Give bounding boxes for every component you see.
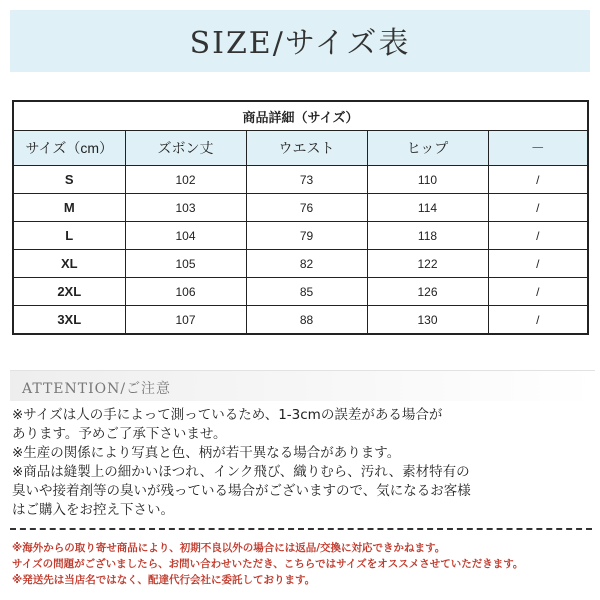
hip-cell: 126 (367, 278, 488, 306)
header-length: ズボン丈 (125, 131, 246, 166)
size-cell: S (13, 166, 125, 194)
note-line: ※発送先は当店名ではなく、配達代行会社に委託しております。 (12, 574, 316, 586)
hip-cell: 118 (367, 222, 488, 250)
size-cell: L (13, 222, 125, 250)
table-row (13, 222, 588, 250)
extra-cell: / (488, 278, 588, 306)
size-cell: 3XL (13, 306, 125, 335)
table-row (13, 306, 588, 335)
length-cell: 103 (125, 194, 246, 222)
extra-cell: / (488, 166, 588, 194)
length-cell: 105 (125, 250, 246, 278)
extra-cell: / (488, 306, 588, 335)
attention-line: ※商品は縫製上の細かいほつれ、インク飛び、織りむら、汚れ、素材特有の (12, 464, 470, 480)
table-row (13, 278, 588, 306)
size-cell: M (13, 194, 125, 222)
table-row (13, 166, 588, 194)
header-waist: ウエスト (246, 131, 367, 166)
header-extra: － (488, 131, 588, 166)
hip-cell: 130 (367, 306, 488, 335)
size-table (12, 100, 589, 335)
waist-cell: 76 (246, 194, 367, 222)
attention-line: ※生産の関係により写真と色、柄が若干異なる場合があります。 (12, 445, 401, 461)
waist-cell: 85 (246, 278, 367, 306)
note-line: ※海外からの取り寄せ商品により、初期不良以外の場合には返品/交換に対応できかねます。 (12, 542, 446, 554)
hip-cell: 114 (367, 194, 488, 222)
size-cell: 2XL (13, 278, 125, 306)
table-row (13, 194, 588, 222)
hip-cell: 110 (367, 166, 488, 194)
waist-cell: 88 (246, 306, 367, 335)
header-hip: ヒップ (367, 131, 488, 166)
waist-cell: 73 (246, 166, 367, 194)
page-title: SIZE/サイズ表 (189, 26, 411, 61)
waist-cell: 79 (246, 222, 367, 250)
note-line: サイズの問題がございましたら、お問い合わせいただき、こちらではサイズをオススメさせていただきます。 (12, 558, 524, 570)
length-cell: 106 (125, 278, 246, 306)
attention-line: はご購入をお控え下さい。 (12, 502, 174, 518)
dashed-divider (10, 528, 592, 530)
header-size: サイズ（cm） (13, 131, 125, 166)
length-cell: 102 (125, 166, 246, 194)
extra-cell: / (488, 194, 588, 222)
notes-block (12, 540, 597, 588)
attention-header (10, 370, 595, 401)
attention-line: ※サイズは人の手によって測っているため、1-3cmの誤差がある場合が (12, 407, 443, 423)
extra-cell: / (488, 222, 588, 250)
attention-line: あります。予めご了承下さいませ。 (12, 426, 227, 442)
attention-body (12, 406, 592, 520)
length-cell: 107 (125, 306, 246, 335)
table-header-row (13, 131, 588, 166)
waist-cell: 82 (246, 250, 367, 278)
table-caption: 商品詳細（サイズ） (13, 101, 588, 131)
hip-cell: 122 (367, 250, 488, 278)
length-cell: 104 (125, 222, 246, 250)
size-cell: XL (13, 250, 125, 278)
extra-cell: / (488, 250, 588, 278)
attention-line: 臭いや接着剤等の臭いが残っている場合がございますので、気になるお客様 (12, 483, 471, 499)
table-row (13, 250, 588, 278)
attention-title: ATTENTION/ご注意 (22, 381, 172, 397)
